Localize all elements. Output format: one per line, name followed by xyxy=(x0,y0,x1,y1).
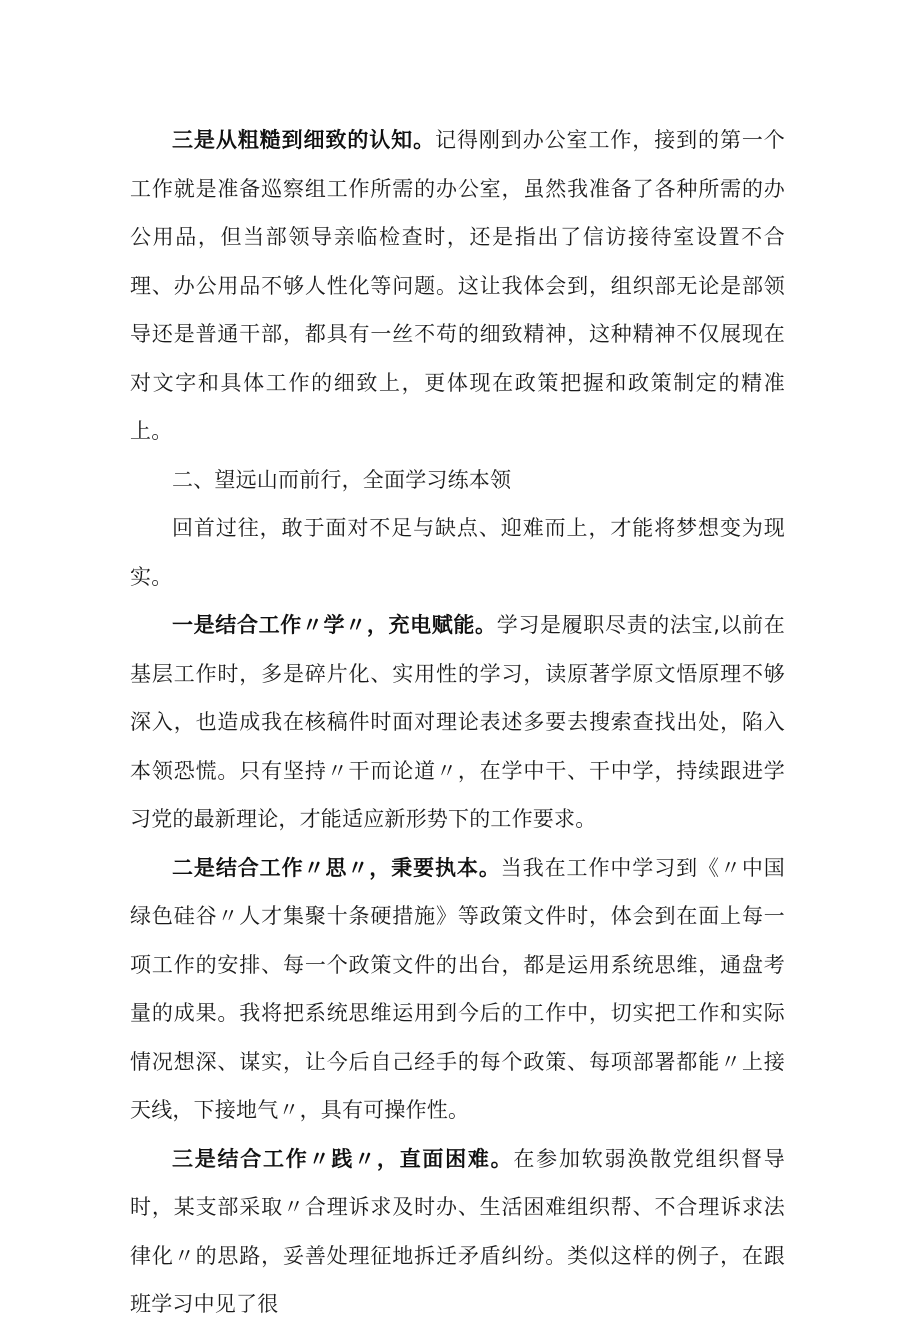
paragraph-1-text: 记得刚到办公室工作，接到的第一个工作就是准备巡察组工作所需的办公室，虽然我准备了各种所需的办公用品，但当部领导亲临检查时，还是指出了信访接待室设置不合理、办公用品不够人性化等问题。这让我体会到，组织部无论是部领导还是普通干部，都具有一丝不苟的细致精神，这种精神不仅展现在对文字和具体工作的细致上，更体现在政策把握和政策制定的精准上。 xyxy=(130,128,786,443)
paragraph-5-lead: 三是结合工作〃践〃，直面困难。 xyxy=(172,1146,514,1171)
document-body xyxy=(130,116,785,1329)
paragraph-4 xyxy=(130,844,785,1135)
paragraph-1-lead: 三是从粗糙到细致的认知。 xyxy=(172,128,436,152)
paragraph-2 xyxy=(130,504,785,601)
paragraph-4-text: 当我在工作中学习到《〃中国绿色硅谷〃人才集聚十条硬措施》等政策文件时，体会到在面上每一项工作的安排、每一个政策文件的出台，都是运用系统思维，通盘考量的成果。我将把系统思维运用到今后的工作中，切实把工作和实际情况想深、谋实，让今后自己经手的每个政策、每项部署都能〃上接天线，下接地气〃，具有可操作性。 xyxy=(130,855,785,1122)
paragraph-2-text: 回首过往，敢于面对不足与缺点、迎难而上，才能将梦想变为现实。 xyxy=(130,516,785,589)
paragraph-3-lead: 一是结合工作〃学〃，充电赋能。 xyxy=(172,613,497,637)
section-heading xyxy=(130,456,785,505)
paragraph-4-lead: 二是结合工作〃思〃，秉要执本。 xyxy=(172,855,501,880)
paragraph-3-text: 学习是履职尽责的法宝,以前在基层工作时，多是碎片化、实用性的学习，读原著学原文悟原理不够深入，也造成我在核稿件时面对理论表述多要去搜索查找出处，陷入本领恐慌。只有坚持〃干而论道〃，在学中干、干中学，持续跟进学习党的最新理论，才能适应新形势下的工作要求。 xyxy=(130,613,786,831)
paragraph-1 xyxy=(130,116,785,456)
section-heading-text: 二、望远山而前行，全面学习练本领 xyxy=(172,467,512,492)
paragraph-3 xyxy=(130,601,785,844)
paragraph-5-text: 在参加软弱涣散党组织督导时，某支部采取〃合理诉求及时办、生活困难组织帮、不合理诉求法律化〃的思路，妥善处理征地拆迁矛盾纠纷。类似这样的例子，在跟班学习中见了很 xyxy=(130,1146,785,1316)
paragraph-5 xyxy=(130,1135,785,1329)
